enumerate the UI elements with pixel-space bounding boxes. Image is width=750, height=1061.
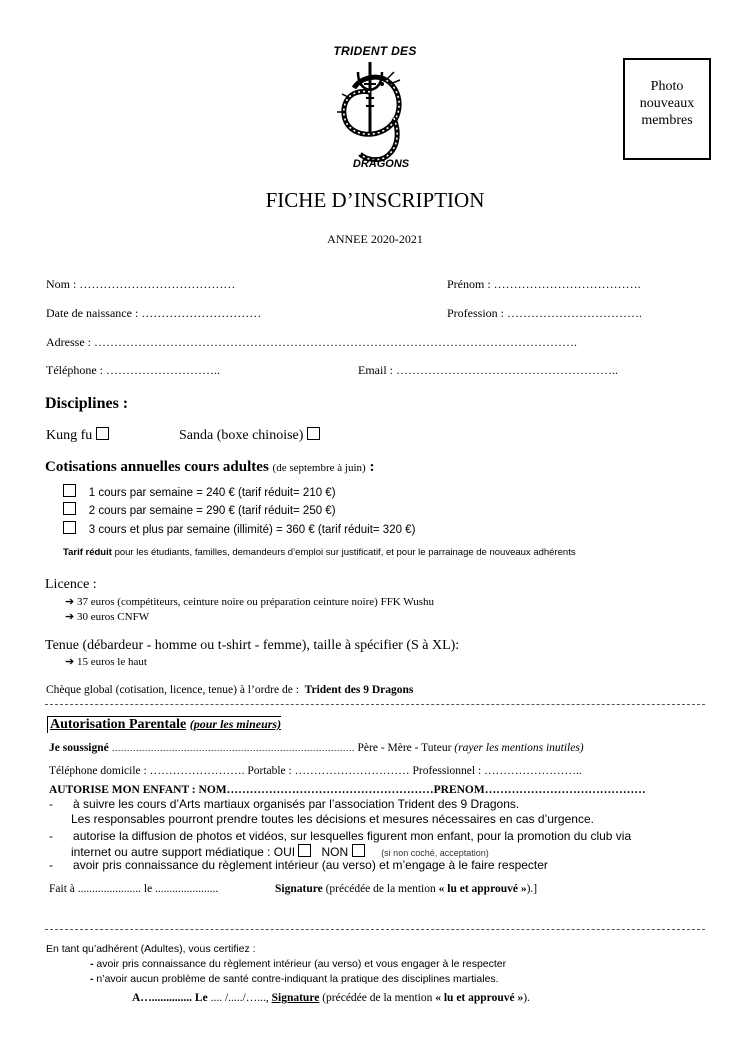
prenom-field[interactable]: Prénom : ………………………………. bbox=[447, 277, 641, 291]
cotisation-option-1[interactable] bbox=[63, 484, 336, 499]
adulte-item-1 bbox=[90, 958, 506, 970]
autorisation-item-3-text: avoir pris connaissance du règlement intérieur (au verso) et m’engage à le faire respecter bbox=[73, 858, 548, 872]
autorisation-item-2 bbox=[49, 829, 631, 861]
adulte-signature-mention: « lu et approuvé » bbox=[435, 992, 524, 1004]
autorisation-heading-bold: Autorisation Parentale bbox=[50, 717, 187, 732]
bullet-dash-icon: - bbox=[90, 958, 94, 970]
soussigne-italic: (rayer les mentions inutiles) bbox=[454, 742, 584, 754]
autorisation-item-3 bbox=[49, 858, 548, 872]
nom-field[interactable]: Nom : ………………………………… bbox=[46, 277, 236, 291]
tenue-heading: Tenue (débardeur - homme ou t-shirt - femme), taille à spécifier (S à XL): bbox=[45, 638, 460, 653]
signature-parent-end: ).] bbox=[526, 883, 538, 895]
bullet-dash-icon: - bbox=[49, 858, 53, 872]
soussigne-line[interactable] bbox=[49, 742, 584, 754]
adulte-date-dots: .... /...../…..., bbox=[207, 992, 272, 1004]
licence-item-1-text: 37 euros (compétiteurs, ceinture noire ou préparation ceinture noire) FFK Wushu bbox=[76, 596, 435, 608]
discipline-kungfu-label: Kung fu bbox=[46, 428, 93, 443]
fait-line[interactable]: Fait à ...................... le ...................... bbox=[49, 883, 219, 895]
tarif-reduit-text: pour les étudiants, familles, demandeurs d’emploi sur justificatif, et pour le parrainage de nouveaux adhérents bbox=[114, 547, 576, 558]
signature-line-parent[interactable] bbox=[275, 883, 537, 895]
cotisation-option-1-label: 1 cours par semaine = 240 € (tarif réduit= 210 €) bbox=[88, 487, 336, 499]
telephone-parent-line[interactable]: Téléphone domicile : ……………………. Portable : ………………………… Professionnel : …………………….. bbox=[49, 765, 582, 777]
arrow-right-icon: ➔ bbox=[65, 656, 75, 668]
cheque-text: Chèque global (cotisation, licence, tenue) à l’ordre de : bbox=[46, 684, 299, 696]
autorisation-heading-italic: (pour les mineurs) bbox=[189, 717, 282, 731]
logo-title-top: TRIDENT DES bbox=[333, 44, 417, 58]
section-divider-1 bbox=[45, 704, 705, 705]
photo-consent-oui-checkbox[interactable] bbox=[298, 844, 311, 857]
signature-parent-mention: « lu et approuvé » bbox=[438, 883, 527, 895]
date-naissance-field[interactable]: Date de naissance : ………………………… bbox=[46, 306, 262, 320]
signature-parent-bold: Signature bbox=[275, 883, 323, 895]
adulte-signature-line[interactable] bbox=[132, 992, 530, 1004]
soussigne-dots: ……………………………………………………………………… bbox=[111, 743, 355, 753]
cheque-line bbox=[46, 684, 413, 696]
cotisations-heading-colon: : bbox=[369, 459, 375, 475]
bullet-dash-icon: - bbox=[49, 829, 53, 843]
discipline-sanda[interactable] bbox=[179, 427, 320, 444]
cotisation-option-2-checkbox[interactable] bbox=[63, 502, 76, 515]
adulte-item-1-text: avoir pris connaissance du règlement intérieur (au verso) et vous engager à le respecter bbox=[96, 958, 507, 970]
dragon-trident-emblem-icon bbox=[330, 58, 420, 168]
cotisations-heading bbox=[45, 459, 374, 476]
cotisation-option-3[interactable] bbox=[63, 521, 415, 536]
logo-title-bottom: DRAGONS bbox=[352, 158, 410, 170]
photo-consent-non-label: NON bbox=[321, 845, 349, 859]
section-divider-2 bbox=[45, 929, 705, 930]
discipline-sanda-label: Sanda (boxe chinoise) bbox=[179, 428, 304, 443]
photo-box-line3: membres bbox=[641, 113, 693, 128]
adulte-item-2-text: n’avoir aucun problème de santé contre-indiquant la pratique des disciplines martiales. bbox=[96, 973, 499, 985]
licence-item-2 bbox=[65, 610, 149, 623]
cotisation-option-3-checkbox[interactable] bbox=[63, 521, 76, 534]
cotisations-heading-period: (de septembre à juin) bbox=[272, 462, 366, 474]
tenue-item bbox=[65, 655, 147, 668]
year-label: ANNEE 2020-2021 bbox=[327, 232, 423, 246]
cotisation-option-2[interactable] bbox=[63, 502, 336, 517]
telephone-field[interactable]: Téléphone : ……………………….. bbox=[46, 363, 220, 377]
disciplines-heading: Disciplines : bbox=[45, 395, 129, 412]
discipline-kungfu[interactable] bbox=[46, 427, 109, 444]
adresse-field[interactable]: Adresse : …………………………………………………………………………………………………………. bbox=[46, 335, 577, 349]
soussigne-role: Père - Mère - Tuteur bbox=[357, 742, 452, 754]
page-title: FICHE D’INSCRIPTION bbox=[265, 188, 485, 212]
adulte-signature-end: ). bbox=[523, 992, 530, 1004]
photo-consent-note: (si non coché, acceptation) bbox=[381, 848, 489, 858]
tenue-item-text: 15 euros le haut bbox=[76, 656, 147, 668]
photo-consent-non-checkbox[interactable] bbox=[352, 844, 365, 857]
autorisation-item-1b-text: Les responsables pourront prendre toutes les décisions et mesures nécessaires en cas d’urgence. bbox=[71, 812, 594, 826]
arrow-right-icon: ➔ bbox=[65, 596, 75, 608]
adulte-signature-bold: Signature bbox=[271, 992, 320, 1004]
sanda-checkbox[interactable] bbox=[307, 427, 320, 440]
autorisation-item-1-text: à suivre les cours d’Arts martiaux organisés par l’association Trident des 9 Dragons. bbox=[73, 797, 520, 811]
cotisation-option-2-label: 2 cours par semaine = 290 € (tarif réduit= 250 €) bbox=[88, 505, 336, 517]
autorisation-item-2b-text: internet ou autre support médiatique : OUI bbox=[71, 845, 296, 859]
licence-heading: Licence : bbox=[45, 577, 97, 592]
adulte-signature-text: (précédée de la mention bbox=[322, 992, 433, 1004]
licence-item-1 bbox=[65, 595, 434, 608]
tarif-reduit-bold: Tarif réduit bbox=[63, 547, 112, 558]
cheque-beneficiary: Trident des 9 Dragons bbox=[304, 684, 414, 696]
signature-parent-text: (précédée de la mention bbox=[325, 883, 436, 895]
adulte-intro: En tant qu’adhérent (Adultes), vous certifiez : bbox=[46, 943, 256, 955]
photo-box[interactable] bbox=[623, 58, 711, 160]
bullet-dash-icon: - bbox=[49, 797, 53, 811]
cotisation-option-3-label: 3 cours et plus par semaine (illimité) = 360 € (tarif réduit= 320 €) bbox=[88, 524, 416, 536]
autorisation-heading bbox=[47, 716, 281, 733]
profession-field[interactable]: Profession : ……………………………. bbox=[447, 306, 642, 320]
cotisations-heading-bold: Cotisations annuelles cours adultes bbox=[45, 459, 269, 475]
cotisation-option-1-checkbox[interactable] bbox=[63, 484, 76, 497]
club-logo bbox=[330, 44, 420, 174]
photo-box-line2: nouveaux bbox=[639, 96, 695, 111]
bullet-dash-icon: - bbox=[90, 973, 94, 985]
email-field[interactable]: Email : ……………………………………………….. bbox=[358, 363, 618, 377]
licence-item-2-text: 30 euros CNFW bbox=[76, 611, 150, 623]
tarif-reduit-note bbox=[63, 547, 576, 558]
photo-box-line1: Photo bbox=[650, 79, 684, 94]
adulte-date-bold: A….............. Le bbox=[132, 992, 208, 1004]
autorisation-item-2-text: autorise la diffusion de photos et vidéos, sur lesquelles figurent mon enfant, pour la promotion du club via bbox=[73, 829, 632, 843]
adulte-item-2 bbox=[90, 973, 499, 985]
soussigne-bold: Je soussigné bbox=[49, 742, 109, 754]
enfant-line[interactable]: AUTORISE MON ENFANT : NOM………………………………………………PRENOM…………………………………… bbox=[49, 784, 646, 796]
arrow-right-icon: ➔ bbox=[65, 611, 75, 623]
autorisation-item-1 bbox=[49, 797, 594, 827]
kungfu-checkbox[interactable] bbox=[96, 427, 109, 440]
